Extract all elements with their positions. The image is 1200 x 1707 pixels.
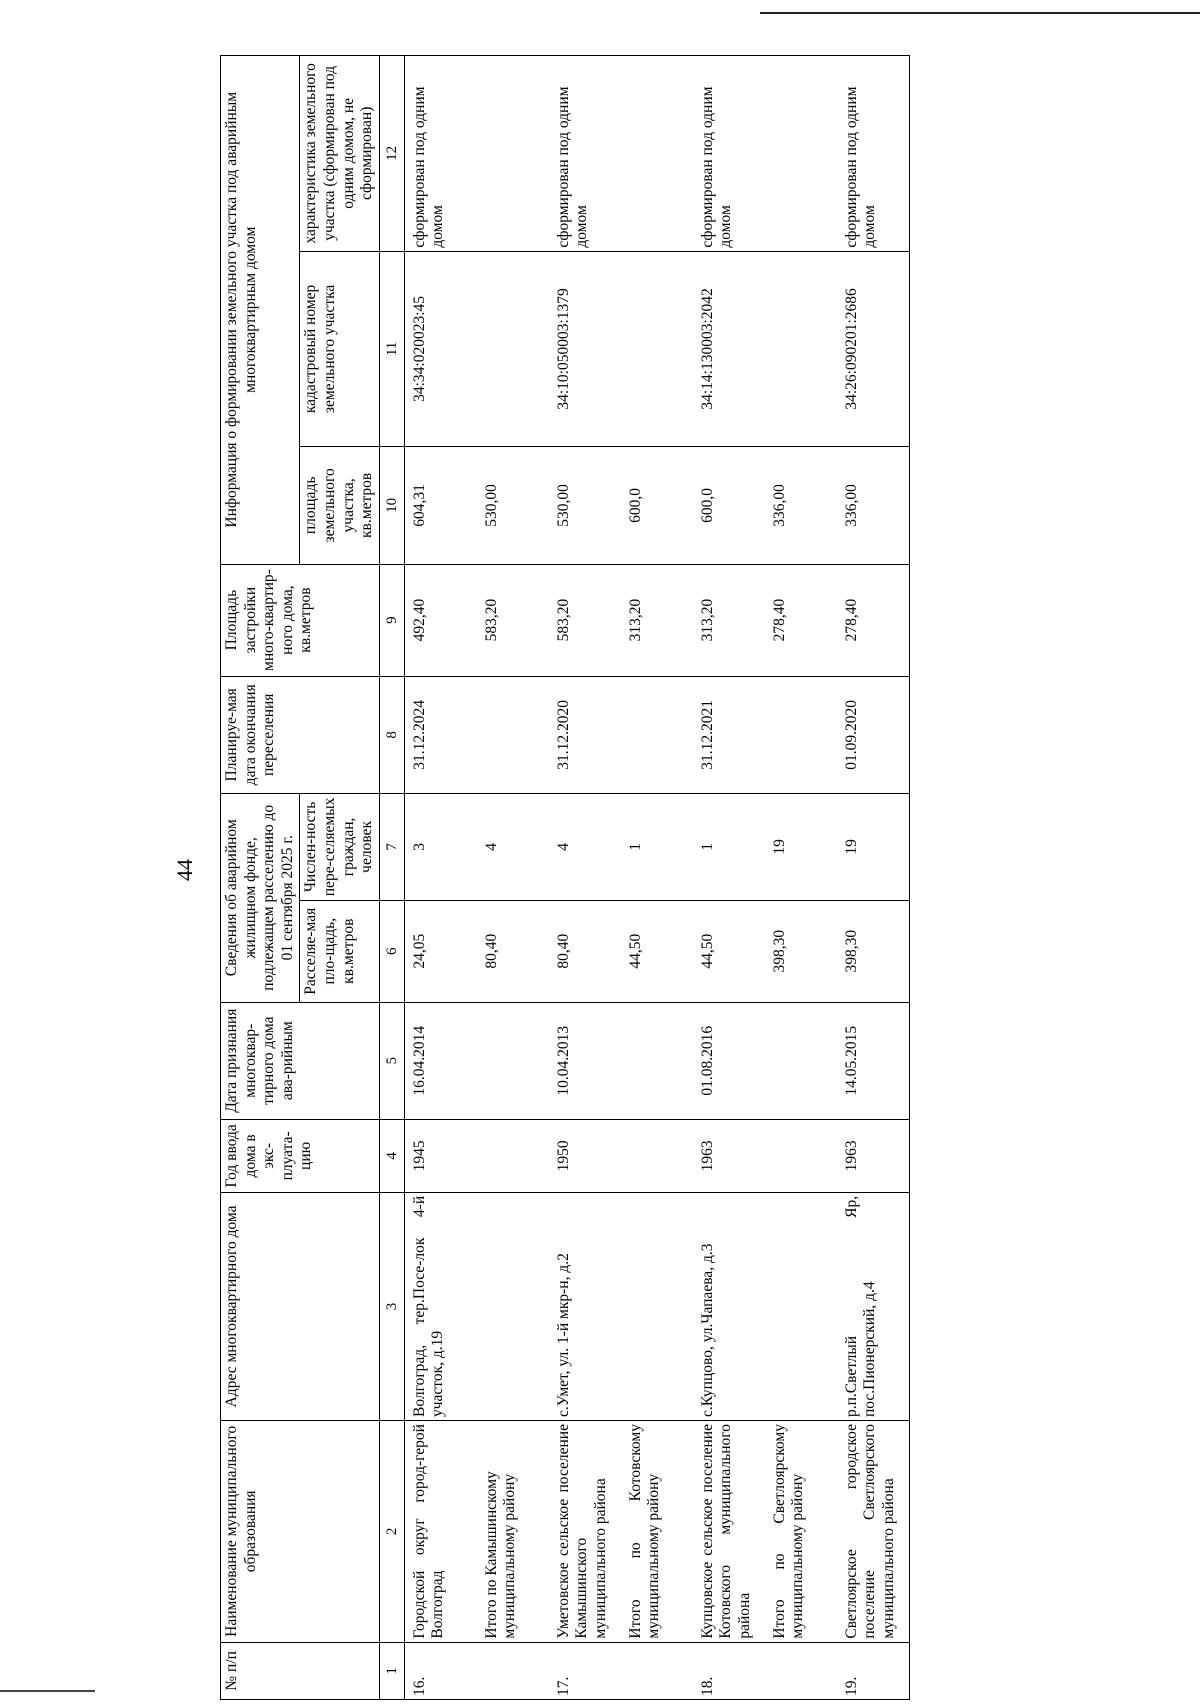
resettled-area: 80,40 xyxy=(549,900,621,1002)
emergency-date: 14.05.2015 xyxy=(837,1002,910,1119)
column-number: 8 xyxy=(379,676,404,793)
address: Волгоград, тер.Посе-лок 4-й участок, д.19 xyxy=(404,1192,477,1420)
table-body xyxy=(404,56,909,1700)
year: 1950 xyxy=(549,1119,621,1192)
table-row xyxy=(549,56,621,1700)
scan-edge-line xyxy=(760,12,1200,14)
planned-end: 31.12.2024 xyxy=(404,676,477,793)
year: 1963 xyxy=(837,1119,910,1192)
build-area: 492,40 xyxy=(404,564,477,676)
municipality: Уметовское сельское поселение Камышинского муниципального района xyxy=(549,1421,621,1643)
characteristic: сформирован под одним домом xyxy=(693,56,765,252)
column-number: 7 xyxy=(379,793,404,900)
column-number: 9 xyxy=(379,564,404,676)
people: 4 xyxy=(477,793,549,900)
header-address: Адрес многоквартирного дома xyxy=(221,1192,380,1420)
header-characteristic: характеристика земельного участка (сформирован под одним домом, не сформирован) xyxy=(300,56,379,252)
land-area: 336,00 xyxy=(765,447,837,564)
address: с.Умет, ул. 1-й мкр-н, д.2 xyxy=(549,1192,621,1420)
table-row xyxy=(693,56,765,1700)
municipality: Купцовское сельское поселение Котовского муниципального района xyxy=(693,1421,765,1643)
resettled-area: 44,50 xyxy=(693,900,765,1002)
column-number: 6 xyxy=(379,900,404,1002)
resettled-area: 398,30 xyxy=(765,900,837,1002)
rotated-page xyxy=(160,40,1180,1700)
characteristic xyxy=(477,56,549,252)
header-land-area: площадь земельного участка, кв.метров xyxy=(300,447,379,564)
year xyxy=(477,1119,549,1192)
table-row xyxy=(621,56,693,1700)
column-number: 10 xyxy=(379,447,404,564)
header-emergency-date: Дата признания многоквар-тирного дома ава-рийным xyxy=(221,1002,380,1119)
row-number xyxy=(765,1642,837,1699)
cadastral-number: 34:14:130003:2042 xyxy=(693,251,765,447)
address: р.п.Светлый Яр, пос.Пионерский, д.4 xyxy=(837,1192,910,1420)
column-number: 3 xyxy=(379,1192,404,1420)
characteristic: сформирован под одним домом xyxy=(549,56,621,252)
planned-end xyxy=(477,676,549,793)
table-row xyxy=(477,56,549,1700)
row-number: 19. xyxy=(837,1642,910,1699)
header-fund-group: Сведения об аварийном жилищном фонде, подлежащем расселению до 01 сентября 2025 г. xyxy=(221,793,300,1002)
header-year: Год ввода дома в экс-плуата-цию xyxy=(221,1119,380,1192)
municipality: Светлоярское городское поселение Светлоярского муниципального района xyxy=(837,1421,910,1643)
build-area: 313,20 xyxy=(621,564,693,676)
cadastral-number xyxy=(765,251,837,447)
planned-end: 01.09.2020 xyxy=(837,676,910,793)
address xyxy=(765,1192,837,1420)
emergency-date xyxy=(621,1002,693,1119)
row-number: 18. xyxy=(693,1642,765,1699)
cadastral-number xyxy=(621,251,693,447)
people: 19 xyxy=(765,793,837,900)
municipality: Городской округ город-герой Волгоград xyxy=(404,1421,477,1643)
planned-end: 31.12.2020 xyxy=(549,676,621,793)
characteristic xyxy=(621,56,693,252)
resettled-area: 398,30 xyxy=(837,900,910,1002)
planned-end xyxy=(765,676,837,793)
header-planned-end: Планируе-мая дата окончания переселения xyxy=(221,676,380,793)
header-cadastral: кадастровый номер земельного участка xyxy=(300,251,379,447)
table-row xyxy=(837,56,910,1700)
resettled-area: 44,50 xyxy=(621,900,693,1002)
header-people: Числен-ность пере-селяемых граждан, человек xyxy=(300,793,379,900)
municipality: Итого по Светлоярскому муниципальному району xyxy=(765,1421,837,1643)
row-number xyxy=(621,1642,693,1699)
year xyxy=(765,1119,837,1192)
address xyxy=(477,1192,549,1420)
table-row xyxy=(404,56,477,1700)
build-area: 278,40 xyxy=(765,564,837,676)
resettled-area: 80,40 xyxy=(477,900,549,1002)
characteristic xyxy=(765,56,837,252)
cadastral-number: 34:34:020023:45 xyxy=(404,251,477,447)
planned-end: 31.12.2021 xyxy=(693,676,765,793)
build-area: 278,40 xyxy=(837,564,910,676)
table-header xyxy=(221,56,405,1700)
characteristic: сформирован под одним домом xyxy=(837,56,910,252)
planned-end xyxy=(621,676,693,793)
resettled-area: 24,05 xyxy=(404,900,477,1002)
column-number-row xyxy=(379,56,404,1700)
cadastral-number xyxy=(477,251,549,447)
column-number: 11 xyxy=(379,251,404,447)
people: 3 xyxy=(404,793,477,900)
land-area: 530,00 xyxy=(477,447,549,564)
emergency-date: 10.04.2013 xyxy=(549,1002,621,1119)
land-area: 530,00 xyxy=(549,447,621,564)
column-number: 5 xyxy=(379,1002,404,1119)
year xyxy=(621,1119,693,1192)
build-area: 583,20 xyxy=(477,564,549,676)
build-area: 583,20 xyxy=(549,564,621,676)
cadastral-number: 34:26:090201:2686 xyxy=(837,251,910,447)
year: 1945 xyxy=(404,1119,477,1192)
scan-edge-line xyxy=(0,1690,95,1692)
emergency-date xyxy=(477,1002,549,1119)
header-land-group: Информация о формировании земельного участка под аварийным многоквартирным домом xyxy=(221,56,300,565)
resettlement-table xyxy=(220,55,910,1700)
header-resettled-area: Расселяе-мая пло-щадь, кв.метров xyxy=(300,900,379,1002)
column-number: 2 xyxy=(379,1421,404,1643)
address: с.Купцово, ул.Чапаева, д.3 xyxy=(693,1192,765,1420)
emergency-date: 01.08.2016 xyxy=(693,1002,765,1119)
build-area: 313,20 xyxy=(693,564,765,676)
column-number: 12 xyxy=(379,56,404,252)
people: 1 xyxy=(693,793,765,900)
land-area: 604,31 xyxy=(404,447,477,564)
address xyxy=(621,1192,693,1420)
land-area: 336,00 xyxy=(837,447,910,564)
row-number: 16. xyxy=(404,1642,477,1699)
municipality: Итого по Камышинскому муниципальному району xyxy=(477,1421,549,1643)
row-number: 17. xyxy=(549,1642,621,1699)
emergency-date: 16.04.2014 xyxy=(404,1002,477,1119)
header-municipality: Наименование муниципального образования xyxy=(221,1421,380,1643)
land-area: 600,0 xyxy=(693,447,765,564)
column-number: 1 xyxy=(379,1642,404,1699)
page-number: 44 xyxy=(172,859,197,881)
header-build-area: Площадь застройки много-квартир-ного дома, кв.метров xyxy=(221,564,380,676)
year: 1963 xyxy=(693,1119,765,1192)
people: 19 xyxy=(837,793,910,900)
emergency-date xyxy=(765,1002,837,1119)
column-number: 4 xyxy=(379,1119,404,1192)
people: 1 xyxy=(621,793,693,900)
land-area: 600,0 xyxy=(621,447,693,564)
cadastral-number: 34:10:050003:1379 xyxy=(549,251,621,447)
characteristic: сформирован под одним домом xyxy=(404,56,477,252)
header-number: № п/п xyxy=(221,1642,380,1699)
table-row xyxy=(765,56,837,1700)
people: 4 xyxy=(549,793,621,900)
municipality: Итого по Котовскому муниципальному району xyxy=(621,1421,693,1643)
row-number xyxy=(477,1642,549,1699)
